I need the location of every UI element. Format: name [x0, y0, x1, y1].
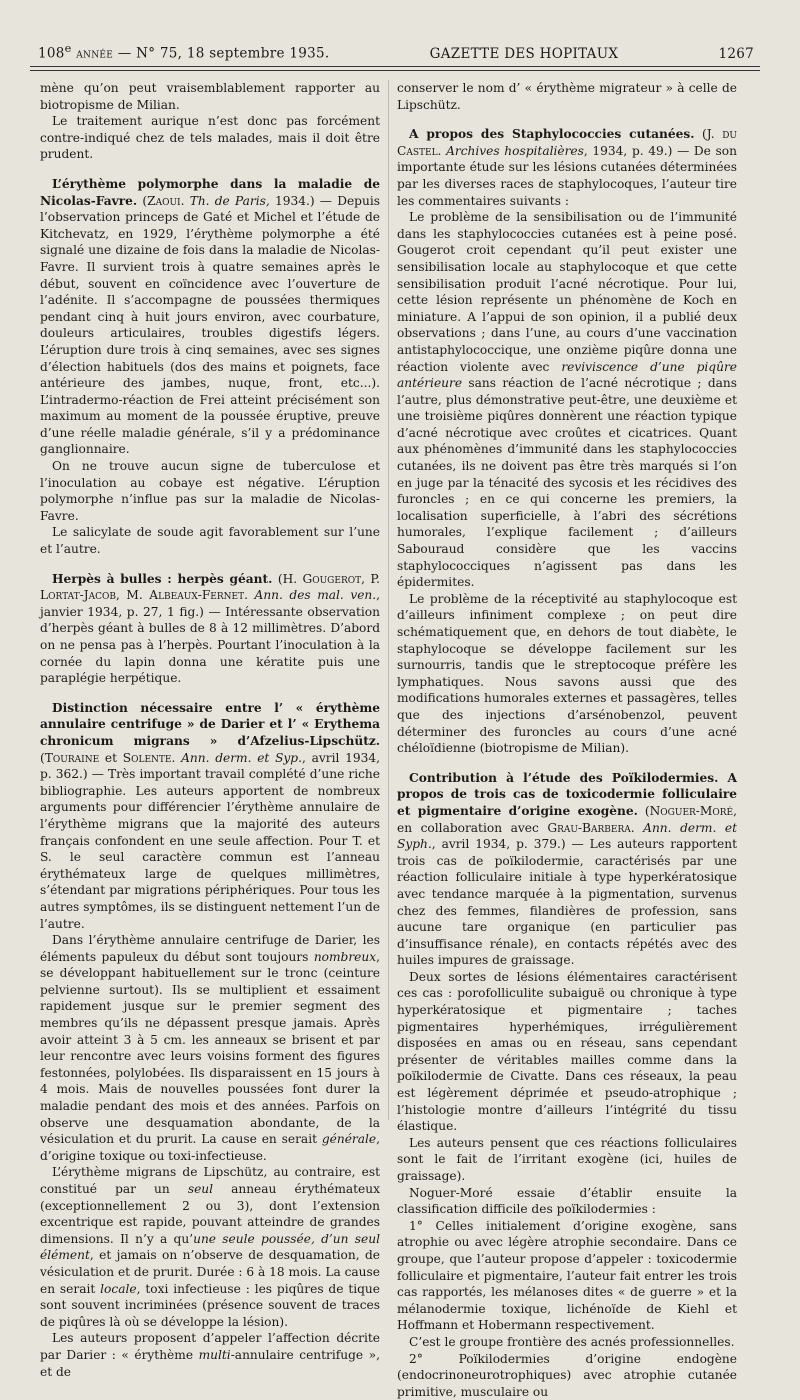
article-title: L’érythème polymorphe dans la maladie de Nicolas-Favre. [40, 176, 380, 208]
emphasis: nombreux [313, 949, 377, 964]
article-erytheme-polymorphe [40, 176, 380, 558]
author-name: Albeaux-Fernet [149, 588, 245, 603]
ref-punct: . [630, 820, 644, 835]
article-title: Herpès à bulles : herpès géant. [52, 571, 273, 586]
paragraph: Noguer-Moré essaie d’établir ensuite la classification difficile des poïkilodermies : [397, 1185, 737, 1217]
author-name: Grau-Barbera [547, 820, 631, 835]
ref-punct: (H. [272, 571, 303, 586]
paragraph: conserver le nom d’ « érythème migrateur » à celle de Lipschütz. [397, 81, 737, 112]
ref-punct: , P. [361, 571, 380, 586]
article-title: A propos des Staphylococcies cutanées. [409, 127, 695, 142]
article-body: Intéressante observation d’herpès géant à bulles de 8 à 12 millimètres. D’abord on ne pensa pas à l’herpès. Pourtant l’inoculation à la cornée du lapin donna une kératite puis une paraplégie herpétique. [40, 604, 380, 686]
source-title: Ann. des mal. ven. [254, 588, 377, 603]
ref-punct: , avril 1934, p. 379.) — [431, 837, 584, 852]
article-herpes-bulles [40, 571, 380, 687]
ref-punct: ( [142, 193, 148, 208]
source-title: Th. de Paris, [189, 193, 270, 208]
left-column [40, 80, 381, 1379]
ref-punct: et [99, 750, 123, 765]
author-name: Zaoui [147, 193, 181, 208]
paragraph: Le problème de la réceptivité au staphylocoque est d’ailleurs infiniment complexe ; on peut dire schématiquement que, en dehors de tout diabète, le staphylocoque se développe facilement sur les surnourris, tandis que le streptocoque préfère les lymphatiques. Nous savons aussi que des modifications humorales externes et passagères, telles que des injections d’arsénobenzol, peuvent déterminer des furoncles au cours d’une acné chéloïdienne (biotropisme de Milian). [397, 591, 737, 756]
right-column [397, 80, 737, 1399]
emphasis: locale [100, 1281, 137, 1296]
article-erytheme-annulaire [40, 700, 380, 1380]
article-body: Depuis l’observation princeps de Gaté et Michel et l’étude de Kitchevatz, en 1929, l’érythème polymorphe a été signalé une dizaine de fois dans la maladie de Nicolas-Favre. Il survient trois à quatre semaines après le début, souvent en coïncidence avec l’ouverture de l’adénite. Il s’accompagne de poussées thermiques pendant cinq à huit jours environ, avec courbature, douleurs articulaires, troubles digestifs légers. L’éruption dure trois à cinq semaines, avec ses signes d’élection habituels (dos des mains et poignets, face antérieure des jambes, nuque, front, etc...). L’intradermo-réaction de Frei atteint précisément son maximum au moment de la poussée éruptive, preuve d’une réelle maladie générale, s’il y a prédominance ganglionnaire. [40, 193, 380, 457]
emphasis: multi [198, 1347, 231, 1362]
author-name: Gougerot [302, 571, 362, 586]
text-run: , d’origine toxique ou toxi-infectieuse. [40, 1132, 380, 1163]
paragraph: Deux sortes de lésions élémentaires caractérisent ces cas : porofolliculite subaiguë ou chronique à type hyperkératosique et pigmentaire ; taches pigmentaires hyperhémiques, irrégulièrement disposées en amas ou en réseau, sans cependant présenter de véritables mailles comme dans la poïkilodermie de Civatte. Dans ces réseaux, la peau est légèrement déprimée et pseudo-atrophique ; l’histologie montre d’ailleurs l’intégrité du tissu élastique. [397, 969, 737, 1134]
ref-punct: , janvier 1934, p. 27, 1 fig.) — [40, 588, 381, 619]
article-poikilodermies [397, 770, 737, 1400]
volume-suffix: e [64, 42, 72, 55]
list-item: 1° Celles initialement d’origine exogène, sans atrophie ou avec légère atrophie secondaire. Dans ce groupe, que l’auteur propose d’appeler : toxicodermie folliculaire et pigmentaire, l’auteur fait entrer les trois cas rapportés, les mélanoses dites « de guerre » et la mélanodermie toxique, lichénoïde de Kiehl et Hoffmann et Hobermann respectivement. [397, 1218, 737, 1333]
paragraph [40, 1330, 380, 1380]
author-name: du Castel [397, 127, 737, 158]
paragraph: Le traitement aurique n’est donc pas forcément contre-indiqué chez de tels malades, mais il doit être prudent. [40, 114, 380, 162]
ref-punct: . [180, 193, 190, 208]
paragraph: Le salicylate de soude agit favorablement sur l’une et l’autre. [40, 525, 380, 557]
paragraph: mène qu’on peut vraisemblablement rapporter au biotropisme de Milian. [40, 81, 380, 112]
author-name: Lortat-Jacob [40, 588, 116, 603]
paragraph [40, 932, 380, 1164]
header-issue [38, 42, 330, 62]
ref-punct: ( [637, 803, 650, 818]
article-intro [397, 126, 737, 209]
source-title: Archives hospitalières [446, 143, 584, 158]
issue-date: — N° 75, 18 septembre 1935. [117, 45, 330, 62]
ref-punct: (J. [694, 127, 723, 142]
paragraph [40, 1164, 380, 1330]
header-rule-thin [30, 70, 760, 71]
paragraph: C’est le groupe frontière des acnés professionnelles. [409, 1334, 735, 1349]
text-run: Dans l’érythème annulaire centrifuge de Darier, les éléments papuleux du début sont toujours [40, 933, 380, 964]
ref-punct: . [437, 143, 447, 158]
list-item: 2° Poïkilodermies d’origine endogène (endocrinoneurotrophiques) avec atrophie cutanée primitive, musculaire ou [397, 1351, 737, 1399]
ref-punct: ( [40, 750, 45, 765]
emphasis: générale [321, 1132, 377, 1147]
article-intro [397, 770, 737, 969]
emphasis: reviviscence d’une piqûre antérieure [397, 359, 737, 391]
ref-punct: 1934.) — [269, 193, 332, 208]
ref-punct: . [171, 750, 182, 765]
journal-title: GAZETTE DES HOPITAUX [429, 45, 619, 62]
article-body: De son importante étude sur les lésions cutanées déterminées par les diverses races de staphylocoques, l’auteur tire les commentaires suivants : [397, 143, 737, 208]
author-name: Touraine [44, 750, 100, 765]
article-intro [40, 176, 380, 458]
column-divider [388, 80, 389, 1120]
page-header [38, 42, 754, 64]
ref-punct: , avril 1934, p. 362.) — [40, 750, 381, 782]
header-rule [30, 66, 760, 67]
volume-number: 108 [38, 45, 65, 62]
ref-punct: . [244, 588, 255, 603]
text-run: , toxi infectieuse : les piqûres de tique sont souvent incriminées (présence souvent de traces de piqûres là où se développe la lésion). [40, 1281, 380, 1329]
ref-punct: , 1934, p. 49.) — [583, 143, 690, 158]
article-intro [40, 700, 380, 932]
author-name: Noguer-Moré [649, 803, 734, 818]
text-run: Les auteurs proposent d’appeler l’affection décrite par Darier : « érythème [40, 1331, 380, 1362]
text-run: , se développant habituellement sur le tronc (ceinture pelvienne surtout). Ils se multiplient et essaiment rapidement jusque sur le premier segment des membres qu’ils ne dépassent presque jamais. Après avoir atteint 3 à 5 cm. les anneaux se brisent et par leur rencontre avec leurs voisins forment des figures festonnées, polylobées. Ils disparaissent en 15 jours à 4 mois. Mais de nouvelles poussées font durer la maladie pendant des mois et des années. Parfois on observe une desquamation abondante, de la vésiculation et du prurit. La cause en serait [40, 949, 380, 1147]
emphasis: une seule poussée, d’un seul élément [40, 1231, 380, 1263]
article-body: Très important travail complété d’une riche bibliographie. Les auteurs apportent de nombreux arguments pour différencier l’érythème annulaire de l’érythème migrans que la majorité des auteurs français confondent en une seule affection. Pour T. et S. le seul caractère commun est l’anneau érythémateux large de quelques millimètres, s’étendant par migrations périphériques. Pour tous les autres symptômes, ils se distinguent nettement l’un de l’autre. [40, 767, 380, 931]
emphasis: seul [187, 1182, 214, 1196]
text-run: sans réaction de l’acné nécrotique ; dans l’autre, plus démonstrative peut-être, une deuxième et une troisième piqûres donnèrent une réaction typique d’acné nécrotique avec croûtes et cicatrices. Quant aux phénomènes d’immunité dans les staphylococcies cutanées, ils ne doivent pas être très marqués si l’on en juge par la ténacité des sycosis et les récidives des furoncles ; en ce qui concerne les premiers, la localisation superficielle, à l’abri des sécrétions humorales, l’explique facilement ; d’ailleurs Sabouraud considère que les vaccins staphylococciques n’agissent pas dans les épidermites. [397, 376, 737, 590]
paragraph [397, 209, 737, 591]
article-body: Les auteurs rapportent trois cas de poïkilodermie, caractérisés par une réaction folliculaire initiale à type hyperkératosique avec tendance marquée à la pigmentation, survenus chez des femmes, filandières de profession, sans aucune tare organique (en particulier pas d’insuffisance rénale), en contacts répétés avec des huiles impures de graissage. [397, 837, 737, 968]
paragraph: Les auteurs pensent que ces réactions folliculaires sont le fait de l’irritant exogène (ici, huiles de graissage). [397, 1135, 737, 1183]
text-run: anneau érythémateux (exceptionnellement 2 ou 3), dont l’extension excentrique est rapide, pouvant atteindre de grandes dimensions. Il n’y a qu’ [40, 1182, 380, 1246]
text-run: Le problème de la sensibilisation ou de l’immunité dans les staphylococcies cutanées est à peine posé. Gougerot croit cependant qu’il peut exister une sensibilisation locale au staphylocoque et que cette sensibilisation produit l’acné nécrotique. Pour lui, cette lésion représente un phénomène de Koch en miniature. A l’appui de son opinion, il a publié deux observations ; dans l’une, au cours d’une vaccination antistaphylococcique, une onzième piqûre donna une réaction violente avec [397, 210, 737, 374]
page-number: 1267 [718, 45, 754, 62]
text-run: -annulaire centrifuge », et de [40, 1347, 380, 1379]
paragraph: On ne trouve aucun signe de tuberculose et l’inoculation au cobaye est négative. L’éruption polymorphe n’influe pas sur la maladie de Nicolas-Favre. [40, 459, 380, 523]
article-title: Distinction nécessaire entre l’ « érythème annulaire centrifuge » de Darier et l’ « Erythema chronicum migrans » d’Afzelius-Lipschütz. [40, 700, 380, 748]
article-title: Contribution à l’étude des Poïkilodermies. A propos de trois cas de toxicodermie folliculaire et pigmentaire d’origine exogène. [397, 770, 737, 818]
text-run: L’érythème migrans de Lipschütz, au contraire, est constitué par un [40, 1165, 380, 1196]
annee-label: année [76, 45, 114, 62]
article-staphylococcies [397, 126, 737, 757]
ref-punct: , en collaboration avec [397, 803, 737, 835]
ref-punct: , M. [116, 588, 150, 603]
source-title: Ann. derm. et Syp. [181, 750, 302, 765]
article-intro [40, 571, 380, 687]
source-title: Ann. derm. et Syph. [397, 820, 737, 852]
author-name: Solente [122, 750, 172, 765]
text-run: , et jamais on n’observe de desquamation, de vésiculation et de prurit. Durée : 6 à 18 mois. La cause en serait [40, 1248, 380, 1296]
